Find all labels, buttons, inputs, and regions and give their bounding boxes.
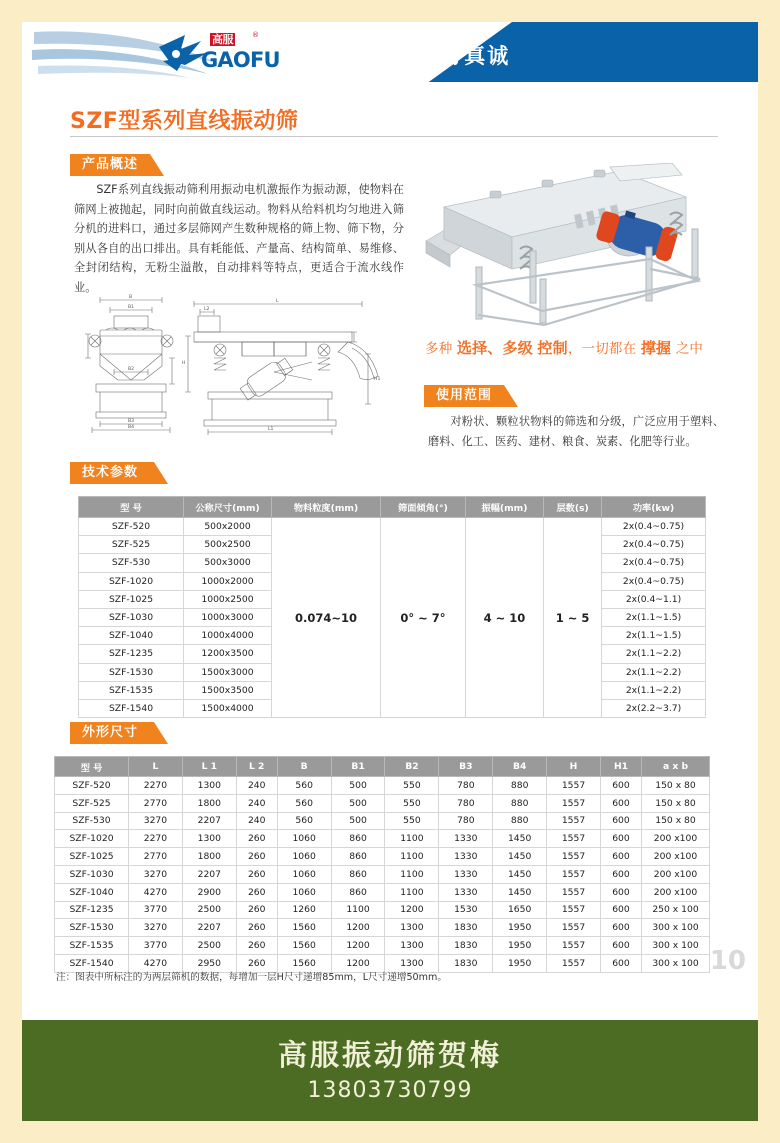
spec-cell-model: SZF-1235 [79, 645, 184, 663]
spec-cell-model: SZF-1540 [79, 699, 184, 717]
table-row [55, 794, 710, 812]
dimension-cell-5: 500 [331, 777, 385, 795]
spec-cell-size: 500x2000 [184, 518, 272, 536]
tagline-part-2: ，一切都在 [567, 341, 637, 357]
spec-header-layers: 层数(s) [544, 497, 602, 518]
tagline-bold-3: 撑握 [640, 339, 672, 357]
spec-cell-power: 2x(0.4~0.75) [602, 518, 706, 536]
dimension-table [54, 756, 710, 973]
title-divider [70, 136, 718, 137]
dimension-cell-6: 550 [385, 794, 439, 812]
spec-cell-size: 1000x2500 [184, 590, 272, 608]
dimension-cell-11: 300 x 100 [642, 937, 710, 955]
dimension-cell-5: 860 [331, 865, 385, 883]
dimension-cell-9: 1557 [547, 812, 601, 830]
svg-text:B3: B3 [128, 419, 135, 424]
spec-cell-power: 2x(1.1~1.5) [602, 627, 706, 645]
dimension-cell-7: 780 [439, 812, 493, 830]
dimension-cell-8: 1950 [493, 954, 547, 972]
spec-cell-amplitude: 4 ~ 10 [465, 518, 543, 718]
dimension-cell-1: 2270 [129, 830, 183, 848]
dimension-cell-11: 250 x 100 [642, 901, 710, 919]
dimension-cell-3: 260 [236, 937, 277, 955]
dimension-cell-0: SZF-1030 [55, 865, 129, 883]
dimension-cell-4: 560 [277, 777, 331, 795]
dimension-header-9: H [547, 757, 601, 777]
dimension-cell-8: 880 [493, 777, 547, 795]
table-row [55, 919, 710, 937]
overview-paragraph: SZF系列直线振动筛利用振动电机激振作为振动源，使物料在筛网上被抛起，同时向前做直线运动。物料从给料机均匀地进入筛分机的进料口，通过多层筛网产生数种规格的筛上物、筛下物，分别从各自的出口排出。具有耗能低、产量高、结构简单、易维修、全封闭结构，无粉尘溢散，自动排料等特点，更适合于流水线作业。 [74, 183, 404, 294]
dimension-header-6: B2 [385, 757, 439, 777]
spec-header-angle: 筛面倾角(°) [381, 497, 466, 518]
product-photo [424, 163, 744, 328]
dimension-cell-3: 260 [236, 848, 277, 866]
footer-contact-name: 高服振动筛贺梅 [277, 1038, 502, 1072]
dimension-cell-0: SZF-530 [55, 812, 129, 830]
dimension-cell-4: 1060 [277, 865, 331, 883]
dimension-table-body [55, 777, 710, 973]
dimension-cell-3: 260 [236, 901, 277, 919]
dimension-cell-8: 1450 [493, 865, 547, 883]
dimension-cell-0: SZF-1540 [55, 954, 129, 972]
spec-cell-size: 1500x4000 [184, 699, 272, 717]
dimension-cell-8: 1450 [493, 830, 547, 848]
dimension-cell-8: 1950 [493, 919, 547, 937]
dimension-cell-1: 3270 [129, 919, 183, 937]
dimension-cell-0: SZF-1020 [55, 830, 129, 848]
dimension-cell-1: 3270 [129, 865, 183, 883]
dimension-cell-10: 600 [600, 954, 641, 972]
dimension-cell-4: 1060 [277, 848, 331, 866]
spec-header-model: 型 号 [79, 497, 184, 518]
dimension-cell-11: 150 x 80 [642, 812, 710, 830]
technical-drawings [62, 288, 422, 436]
dimension-cell-3: 260 [236, 865, 277, 883]
dimension-cell-11: 200 x100 [642, 865, 710, 883]
spec-cell-size: 500x3000 [184, 554, 272, 572]
spec-cell-model: SZF-1530 [79, 663, 184, 681]
dimension-cell-4: 1060 [277, 883, 331, 901]
dimension-cell-3: 240 [236, 812, 277, 830]
svg-text:L1: L1 [268, 427, 274, 432]
dimension-cell-4: 1060 [277, 830, 331, 848]
dimension-cell-10: 600 [600, 830, 641, 848]
spec-cell-model: SZF-1030 [79, 608, 184, 626]
dimension-cell-2: 1800 [182, 848, 236, 866]
dimension-header-0: 型 号 [55, 757, 129, 777]
table-row [79, 518, 706, 536]
dimension-cell-9: 1557 [547, 901, 601, 919]
svg-text:B1: B1 [128, 305, 135, 310]
dimension-header-3: L 2 [236, 757, 277, 777]
dimension-cell-10: 600 [600, 937, 641, 955]
dimension-cell-11: 200 x100 [642, 848, 710, 866]
table-row [55, 901, 710, 919]
spec-cell-power: 2x(1.1~2.2) [602, 663, 706, 681]
table-row [55, 883, 710, 901]
spec-cell-power: 2x(0.4~1.1) [602, 590, 706, 608]
dimension-cell-1: 3270 [129, 812, 183, 830]
marketing-tagline [425, 337, 703, 358]
dimension-cell-2: 1800 [182, 794, 236, 812]
spec-header-particle: 物料粒度(mm) [272, 497, 381, 518]
dimension-cell-7: 1530 [439, 901, 493, 919]
spec-header-power: 功率(kw) [602, 497, 706, 518]
spec-table-body [79, 518, 706, 718]
spec-cell-size: 500x2500 [184, 536, 272, 554]
dimension-cell-1: 2770 [129, 848, 183, 866]
dimension-cell-11: 300 x 100 [642, 954, 710, 972]
spec-cell-screen-angle: 0° ~ 7° [381, 518, 466, 718]
dimension-cell-8: 880 [493, 794, 547, 812]
footer-phone-number: 13803730799 [307, 1078, 473, 1103]
dimension-cell-4: 560 [277, 794, 331, 812]
dimension-cell-8: 1950 [493, 937, 547, 955]
dimension-header-10: H1 [600, 757, 641, 777]
dimension-cell-0: SZF-1235 [55, 901, 129, 919]
dimension-cell-9: 1557 [547, 777, 601, 795]
spec-cell-size: 1500x3500 [184, 681, 272, 699]
spec-cell-model: SZF-1025 [79, 590, 184, 608]
vibrating-screen-illustration [424, 163, 744, 328]
usage-section-banner: 使用范围 [424, 385, 504, 407]
dimension-cell-10: 600 [600, 777, 641, 795]
dimension-cell-9: 1557 [547, 919, 601, 937]
table-row [55, 812, 710, 830]
spec-cell-size: 1200x3500 [184, 645, 272, 663]
dimension-cell-10: 600 [600, 848, 641, 866]
dimension-cell-4: 560 [277, 812, 331, 830]
dimension-cell-0: SZF-525 [55, 794, 129, 812]
dimension-cell-9: 1557 [547, 954, 601, 972]
usage-paragraph: 对粉状、颗粒状物料的筛选和分级，广泛应用于塑料、磨料、化工、医药、建材、粮食、炭素、化肥等行业。 [428, 415, 724, 448]
svg-text:H: H [182, 361, 186, 366]
dimension-cell-7: 1830 [439, 919, 493, 937]
dimension-cell-3: 240 [236, 794, 277, 812]
dimension-cell-6: 1300 [385, 919, 439, 937]
svg-text:B2: B2 [128, 367, 135, 372]
spec-cell-particle-size: 0.074~10 [272, 518, 381, 718]
tagline-bold-1: 选择、多级 [456, 339, 533, 357]
dimension-cell-3: 260 [236, 830, 277, 848]
dimension-cell-4: 1560 [277, 937, 331, 955]
page-number: 10 [709, 946, 746, 976]
dimension-cell-0: SZF-520 [55, 777, 129, 795]
spec-cell-power: 2x(0.4~0.75) [602, 554, 706, 572]
dimensions-section-banner: 外形尺寸 [70, 722, 154, 744]
dimension-cell-0: SZF-1530 [55, 919, 129, 937]
dimension-cell-6: 550 [385, 812, 439, 830]
dimension-cell-5: 1200 [331, 919, 385, 937]
dimension-cell-7: 1830 [439, 937, 493, 955]
dimension-cell-2: 2500 [182, 937, 236, 955]
dimension-header-7: B3 [439, 757, 493, 777]
spec-cell-power: 2x(0.4~0.75) [602, 572, 706, 590]
dimension-cell-2: 2207 [182, 812, 236, 830]
brand-en-label: GAOFU [201, 48, 280, 72]
dimension-cell-6: 1100 [385, 848, 439, 866]
dimension-cell-3: 260 [236, 919, 277, 937]
dimension-cell-3: 260 [236, 883, 277, 901]
svg-text:L2: L2 [204, 307, 210, 312]
dimension-cell-0: SZF-1040 [55, 883, 129, 901]
dimension-cell-2: 2900 [182, 883, 236, 901]
dimension-cell-10: 600 [600, 883, 641, 901]
dimension-cell-4: 1260 [277, 901, 331, 919]
table-row [55, 848, 710, 866]
spec-cell-power: 2x(1.1~1.5) [602, 608, 706, 626]
dimension-cell-6: 1300 [385, 937, 439, 955]
dimension-cell-10: 600 [600, 901, 641, 919]
table-row [55, 865, 710, 883]
spec-cell-model: SZF-530 [79, 554, 184, 572]
dimension-cell-6: 1200 [385, 901, 439, 919]
svg-text:H1: H1 [374, 377, 381, 382]
dimension-cell-3: 240 [236, 777, 277, 795]
spec-cell-model: SZF-1535 [79, 681, 184, 699]
dimension-cell-9: 1557 [547, 794, 601, 812]
dimension-table-header-row [55, 757, 710, 777]
spec-cell-size: 1000x4000 [184, 627, 272, 645]
dimension-cell-11: 200 x100 [642, 830, 710, 848]
brand-logo [155, 29, 305, 77]
dimension-cell-9: 1557 [547, 937, 601, 955]
dimension-cell-9: 1557 [547, 830, 601, 848]
spec-cell-model: SZF-520 [79, 518, 184, 536]
dimension-cell-8: 1450 [493, 848, 547, 866]
dimension-cell-1: 2270 [129, 777, 183, 795]
spec-cell-layers: 1 ~ 5 [544, 518, 602, 718]
dimension-cell-2: 1300 [182, 830, 236, 848]
dimension-header-5: B1 [331, 757, 385, 777]
dimension-cell-7: 1330 [439, 830, 493, 848]
dimension-cell-8: 1450 [493, 883, 547, 901]
spec-cell-power: 2x(2.2~3.7) [602, 699, 706, 717]
dimension-cell-1: 2770 [129, 794, 183, 812]
svg-text:B: B [129, 295, 133, 300]
spec-cell-power: 2x(1.1~2.2) [602, 645, 706, 663]
dimension-drawings [62, 288, 422, 436]
tagline-part-1: 多种 [425, 341, 453, 357]
dimension-cell-6: 1100 [385, 883, 439, 901]
dimension-cell-9: 1557 [547, 883, 601, 901]
dimension-cell-2: 2207 [182, 865, 236, 883]
spec-cell-size: 1500x3000 [184, 663, 272, 681]
dimension-cell-5: 1200 [331, 954, 385, 972]
dimension-cell-8: 880 [493, 812, 547, 830]
spec-cell-power: 2x(0.4~0.75) [602, 536, 706, 554]
brand-cn-label: 高服 [212, 33, 233, 46]
dimension-header-8: B4 [493, 757, 547, 777]
dimension-cell-8: 1650 [493, 901, 547, 919]
dimension-cell-11: 150 x 80 [642, 794, 710, 812]
dimension-header-11: a x b [642, 757, 710, 777]
overview-section-banner: 产品概述 [70, 154, 150, 176]
spec-table-header-row [79, 497, 706, 518]
dimension-cell-10: 600 [600, 794, 641, 812]
dimension-cell-7: 1830 [439, 954, 493, 972]
svg-text:B4: B4 [128, 425, 135, 430]
registered-mark-icon: ® [252, 31, 259, 39]
page-title: SZF型系列直线振动筛 [70, 109, 299, 134]
table-row [55, 937, 710, 955]
spec-table [78, 496, 706, 718]
dimension-header-4: B [277, 757, 331, 777]
dimension-cell-5: 500 [331, 812, 385, 830]
table-row [55, 777, 710, 795]
tech-params-section-banner: 技术参数 [70, 462, 154, 484]
table-row [55, 830, 710, 848]
dimension-cell-7: 1330 [439, 883, 493, 901]
dimension-cell-4: 1560 [277, 954, 331, 972]
dimension-cell-2: 2207 [182, 919, 236, 937]
tagline-bold-2: 控制 [537, 339, 568, 357]
dimension-cell-0: SZF-1535 [55, 937, 129, 955]
dimension-cell-6: 550 [385, 777, 439, 795]
svg-text:L: L [276, 299, 279, 304]
spec-cell-model: SZF-1020 [79, 572, 184, 590]
dimension-cell-2: 1300 [182, 777, 236, 795]
dimension-cell-11: 150 x 80 [642, 777, 710, 795]
dimension-cell-7: 1330 [439, 848, 493, 866]
dimension-cell-1: 3770 [129, 901, 183, 919]
dimension-cell-5: 860 [331, 883, 385, 901]
spec-cell-model: SZF-1040 [79, 627, 184, 645]
dimension-cell-5: 860 [331, 830, 385, 848]
dimension-cell-10: 600 [600, 812, 641, 830]
dimension-cell-5: 1200 [331, 937, 385, 955]
spec-header-size: 公称尺寸(mm) [184, 497, 272, 518]
dimension-cell-5: 500 [331, 794, 385, 812]
dimension-cell-2: 2500 [182, 901, 236, 919]
page-footer [22, 1020, 758, 1121]
dimension-cell-7: 780 [439, 794, 493, 812]
dimension-cell-11: 300 x 100 [642, 919, 710, 937]
dimension-cell-11: 200 x100 [642, 883, 710, 901]
spec-cell-size: 1000x3000 [184, 608, 272, 626]
dimension-cell-5: 860 [331, 848, 385, 866]
dimension-cell-4: 1560 [277, 919, 331, 937]
dimension-cell-9: 1557 [547, 848, 601, 866]
page-header [22, 22, 758, 82]
dimension-cell-1: 4270 [129, 883, 183, 901]
dimension-cell-10: 600 [600, 919, 641, 937]
dimension-cell-10: 600 [600, 865, 641, 883]
dimension-header-2: L 1 [182, 757, 236, 777]
dimension-cell-7: 780 [439, 777, 493, 795]
dimension-cell-0: SZF-1025 [55, 848, 129, 866]
dimension-cell-5: 1100 [331, 901, 385, 919]
dimension-cell-6: 1100 [385, 865, 439, 883]
dimension-cell-6: 1100 [385, 830, 439, 848]
spec-cell-size: 1000x2000 [184, 572, 272, 590]
dimension-cell-9: 1557 [547, 865, 601, 883]
spec-header-amplitude: 振幅(mm) [465, 497, 543, 518]
dimension-cell-1: 4270 [129, 954, 183, 972]
spec-cell-power: 2x(1.1~2.2) [602, 681, 706, 699]
spec-cell-model: SZF-525 [79, 536, 184, 554]
dimension-cell-6: 1300 [385, 954, 439, 972]
tagline-part-3: 之中 [675, 341, 704, 357]
table-footnote: 注：图表中所标注的为两层筛机的数据，每增加一层H尺寸递增85mm，L尺寸递增50mm。 [56, 972, 447, 983]
dimension-cell-3: 260 [236, 954, 277, 972]
dimension-cell-1: 3770 [129, 937, 183, 955]
dimension-cell-7: 1330 [439, 865, 493, 883]
header-slogan: 高端品质 服务真诚 [317, 44, 511, 68]
dimension-cell-2: 2950 [182, 954, 236, 972]
dimension-header-1: L [129, 757, 183, 777]
